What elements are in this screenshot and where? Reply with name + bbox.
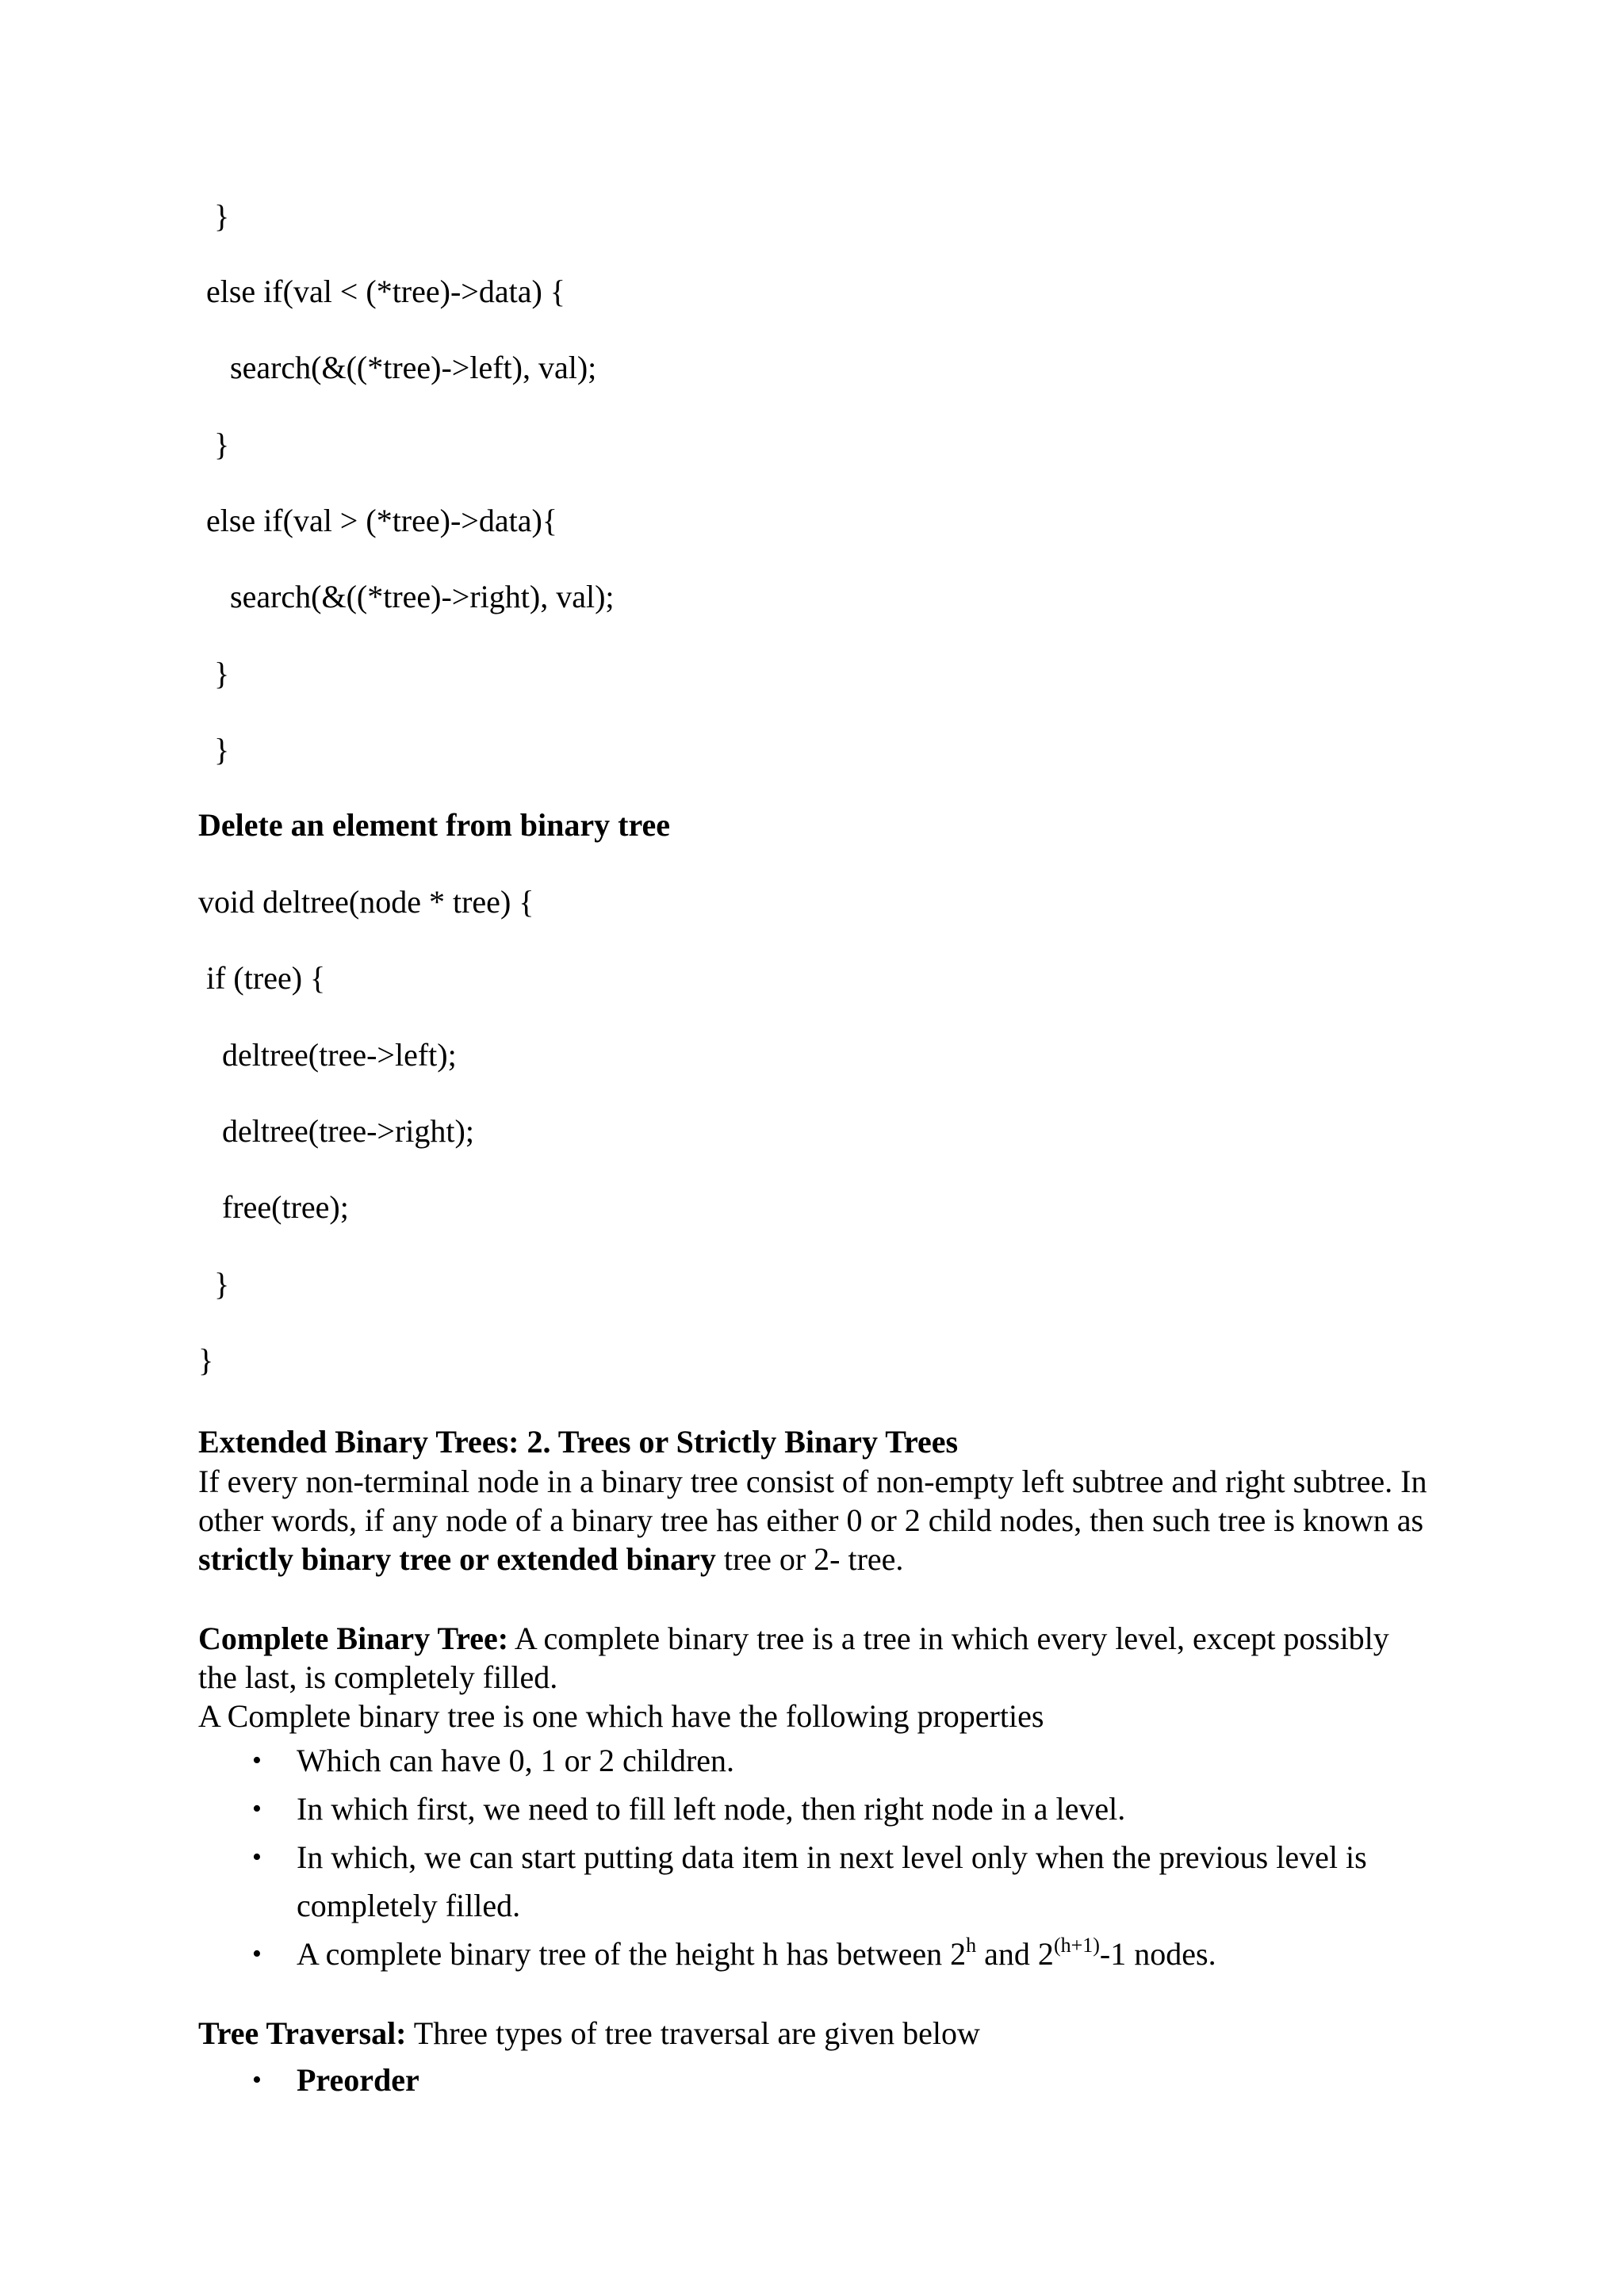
extended-heading: Extended Binary Trees: 2. Trees or Strictly Binary Trees — [198, 1424, 959, 1460]
bullet-icon: • — [252, 1794, 262, 1823]
code-line: deltree(tree->right); — [198, 1113, 474, 1149]
code-line: deltree(tree->left); — [198, 1037, 457, 1073]
list-item — [198, 1930, 1435, 1978]
bullet-icon: • — [252, 2065, 262, 2095]
list-item-text-suffix: -1 nodes. — [1099, 1936, 1216, 1972]
complete-definition-text: A complete binary tree is a tree in which every level, except possibly the last, is completely filled. — [198, 1621, 1389, 1695]
code-line: } — [198, 1266, 230, 1302]
complete-properties-list — [198, 1736, 1435, 1978]
code-line: else if(val < (*tree)->data) { — [198, 274, 565, 309]
complete-intro: A Complete binary tree is one which have the following properties — [198, 1698, 1044, 1734]
traversal-text: Three types of tree traversal are given below — [406, 2015, 980, 2051]
code-line: } — [198, 656, 230, 691]
code-line: if (tree) { — [198, 960, 326, 996]
code-line: } — [198, 732, 230, 767]
list-item-text: In which first, we need to fill left node, then right node in a level. — [297, 1791, 1126, 1827]
list-item — [198, 1833, 1435, 1930]
list-item — [198, 1736, 1435, 1785]
list-item — [198, 2056, 1435, 2104]
superscript-h-plus-1: (h+1) — [1053, 1934, 1100, 1957]
code-line: void deltree(node * tree) { — [198, 884, 534, 920]
extended-text-end: tree or 2- tree. — [715, 1541, 904, 1577]
list-item-text: In which, we can start putting data item in next level only when the previous level is completely filled. — [297, 1839, 1367, 1923]
bullet-icon: • — [252, 1843, 262, 1872]
extended-text: If every non-terminal node in a binary tree consist of non-empty left subtree and right subtree. In other words, if any node of a binary tree has either 0 or 2 child nodes, then such tree is known as — [198, 1464, 1427, 1538]
code-line: search(&((*tree)->right), val); — [198, 579, 615, 614]
traversal-label: Tree Traversal: — [198, 2015, 407, 2051]
list-item-text: Preorder — [297, 2062, 419, 2098]
traversal-list — [198, 2056, 1435, 2104]
list-item-text-prefix: A complete binary tree of the height h has between 2 — [297, 1936, 967, 1972]
code-line: search(&((*tree)->left), val); — [198, 350, 597, 385]
traversal-paragraph — [198, 2014, 1435, 2053]
bullet-icon: • — [252, 1746, 262, 1775]
bullet-icon: • — [252, 1939, 262, 1969]
code-line: } — [198, 198, 230, 234]
code-line: else if(val > (*tree)->data){ — [198, 503, 557, 538]
delete-heading: Delete an element from binary tree — [198, 807, 670, 843]
extended-bold-term: strictly binary tree or extended binary — [198, 1541, 716, 1577]
code-line: free(tree); — [198, 1189, 349, 1225]
complete-definition — [198, 1619, 1435, 1697]
complete-label: Complete Binary Tree: — [198, 1621, 509, 1656]
list-item-text-middle: and 2 — [976, 1936, 1054, 1972]
code-line: } — [198, 427, 230, 462]
extended-paragraph — [198, 1462, 1435, 1578]
list-item — [198, 1785, 1435, 1833]
code-line: } — [198, 1342, 214, 1378]
list-item-text: Which can have 0, 1 or 2 children. — [297, 1743, 735, 1778]
superscript-h: h — [966, 1934, 977, 1957]
